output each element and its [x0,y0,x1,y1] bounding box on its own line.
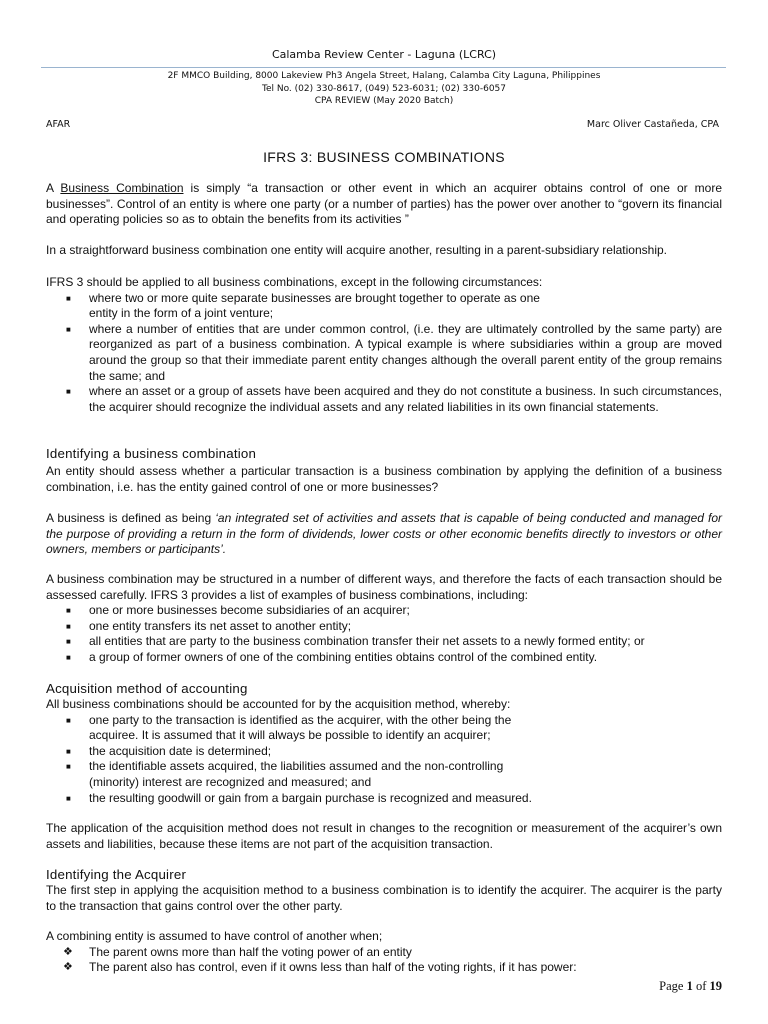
bullet-icon: ■ [66,293,71,303]
bullet-icon: ■ [66,746,71,756]
intro-rest: is simply “a transaction or other event in which an acquirer obtains control of one or more businesses”. Control of an entity is where one party (or a number of parties) has the power over another to “govern its financial and operating policies so as to obtain the benefits from its activities ” [46,181,722,227]
bullet-icon: ■ [66,715,71,725]
structure-section [46,572,722,666]
section-heading: Identifying the Acquirer [46,867,187,882]
list-item: ■ where a number of entities that are under common control, (i.e. they are ultimately controlled by the same party) are reorganized as part of a business combination. A typical example is where subsidiaries within a group are moved around the group so that their immediate parent entity changes although the overall parent entity of the group remains the same; and [66,321,722,383]
list-item-continuation: (minority) interest are recognized and measured; and [89,774,372,789]
parent-sub-paragraph: In a straightforward business combination one entity will acquire another, resulting in a parent-subsidiary relationship. [46,243,668,257]
bullet-icon: ■ [66,652,71,662]
phone-line: Tel No. (02) 330-8617, (049) 523-6031; (02) 330-6057 [261,83,506,94]
acquisition-section [46,697,722,806]
definition-quote: ‘an integrated set of activities and assets that is capable of being conducted and managed for the purpose of providing a return in the form of dividends, lower costs or other economic benefits directly to investors or other owners, members or participants’. [46,511,723,557]
list-item: ■ a group of former owners of one of the combining entities obtains control of the combined entity. [66,649,598,664]
list-item: ❖ The parent also has control, even if it owns less than half of the voting rights, if it has power: [63,960,577,975]
structure-lead: A business combination may be structured in a number of different ways, and therefore the facts of each transaction should be assessed carefully. IFRS 3 provides a list of examples of business combinations, including: [46,572,722,602]
list-item: ■ where two or more quite separate businesses are brought together to operate as one [66,290,540,305]
list-item-continuation: entity in the form of a joint venture; [89,306,274,321]
bullet-icon: ■ [66,621,71,631]
header-rule [41,67,726,68]
bullet-icon: ■ [66,793,71,803]
bullet-icon: ■ [66,324,71,334]
subject-label: AFAR [46,119,71,130]
control-section [46,929,722,976]
batch-line: CPA REVIEW (May 2020 Batch) [314,96,454,106]
list-item: ■ all entities that are party to the business combination transfer their net assets to a newly formed entity; or [66,634,645,649]
bullet-icon: ■ [66,637,71,647]
list-item: ■ one party to the transaction is identified as the acquirer, with the other being the [66,712,512,727]
list-item: ■ the acquisition date is determined; [66,743,272,758]
list-item: ■ one or more businesses become subsidiaries of an acquirer; [66,603,410,618]
bullet-icon: ■ [66,762,71,772]
structure-list [46,603,722,665]
page-number: Page 1 of 19 [659,979,722,993]
list-item: ❖ The parent owns more than half the voting power of an entity [63,944,412,959]
page-title: IFRS 3: BUSINESS COMBINATIONS [263,149,505,165]
header-address [0,70,768,108]
control-list [46,945,722,976]
control-lead: A combining entity is assumed to have control of another when; [46,929,383,943]
exceptions-list [46,291,722,416]
list-item: ■ one entity transfers its net asset to another entity; [66,618,352,633]
acquisition-list [46,713,722,807]
business-definition: A business is defined as being ‘an integrated set of activities and assets that is capable of being conducted and managed for the purpose of providing a return in the form of dividends, lower costs or other economic benefits directly to investors or other owners, members or participants’. [46,511,723,557]
acquisition-lead: All business combinations should be accounted for by the acquisition method, whereby: [46,697,511,711]
diamond-bullet-icon: ❖ [63,961,73,974]
list-item-continuation: acquiree. It is assumed that it will always be possible to identify an acquirer; [89,728,491,743]
section-heading: Identifying a business combination [46,446,257,461]
acquirer-paragraph: The first step in applying the acquisition method to a business combination is to identify the acquirer. The acquirer is the party to the transaction that gains control over the other party. [46,883,722,913]
exceptions-section [46,275,722,415]
identifying-paragraph: An entity should assess whether a particular transaction is a business combination by applying the definition of a business combination, i.e. has the entity gained control of one or more businesses? [46,464,722,494]
list-item: ■ the identifiable assets acquired, the liabilities assumed and the non-controlling [66,759,504,774]
bullet-icon: ■ [66,387,71,397]
section-heading: Acquisition method of accounting [46,681,248,696]
diamond-bullet-icon: ❖ [63,945,73,958]
org-name: Calamba Review Center - Laguna (LCRC) [271,48,497,61]
intro-term: Business Combination [60,181,184,195]
exceptions-lead: IFRS 3 should be applied to all business combinations, except in the following circumstances: [46,275,543,289]
intro-lead: A [46,181,61,195]
list-item: ■ where an asset or a group of assets have been acquired and they do not constitute a business. In such circumstances, the acquirer should recognize the individual assets and any related liabilities in its own financial statements. [66,384,722,414]
author-label: Marc Oliver Castañeda, CPA [586,119,719,130]
intro-paragraph [46,181,722,228]
address-line: 2F MMCO Building, 8000 Lakeview Ph3 Angela Street, Halang, Calamba City Laguna, Philippines [167,71,601,81]
list-item: ■ the resulting goodwill or gain from a bargain purchase is recognized and measured. [66,790,532,805]
bullet-icon: ■ [66,606,71,616]
application-paragraph: The application of the acquisition method does not result in changes to the recognition or measurement of the acquirer’s own assets and liabilities, because these items are not part of the acquisition transaction. [46,821,722,851]
